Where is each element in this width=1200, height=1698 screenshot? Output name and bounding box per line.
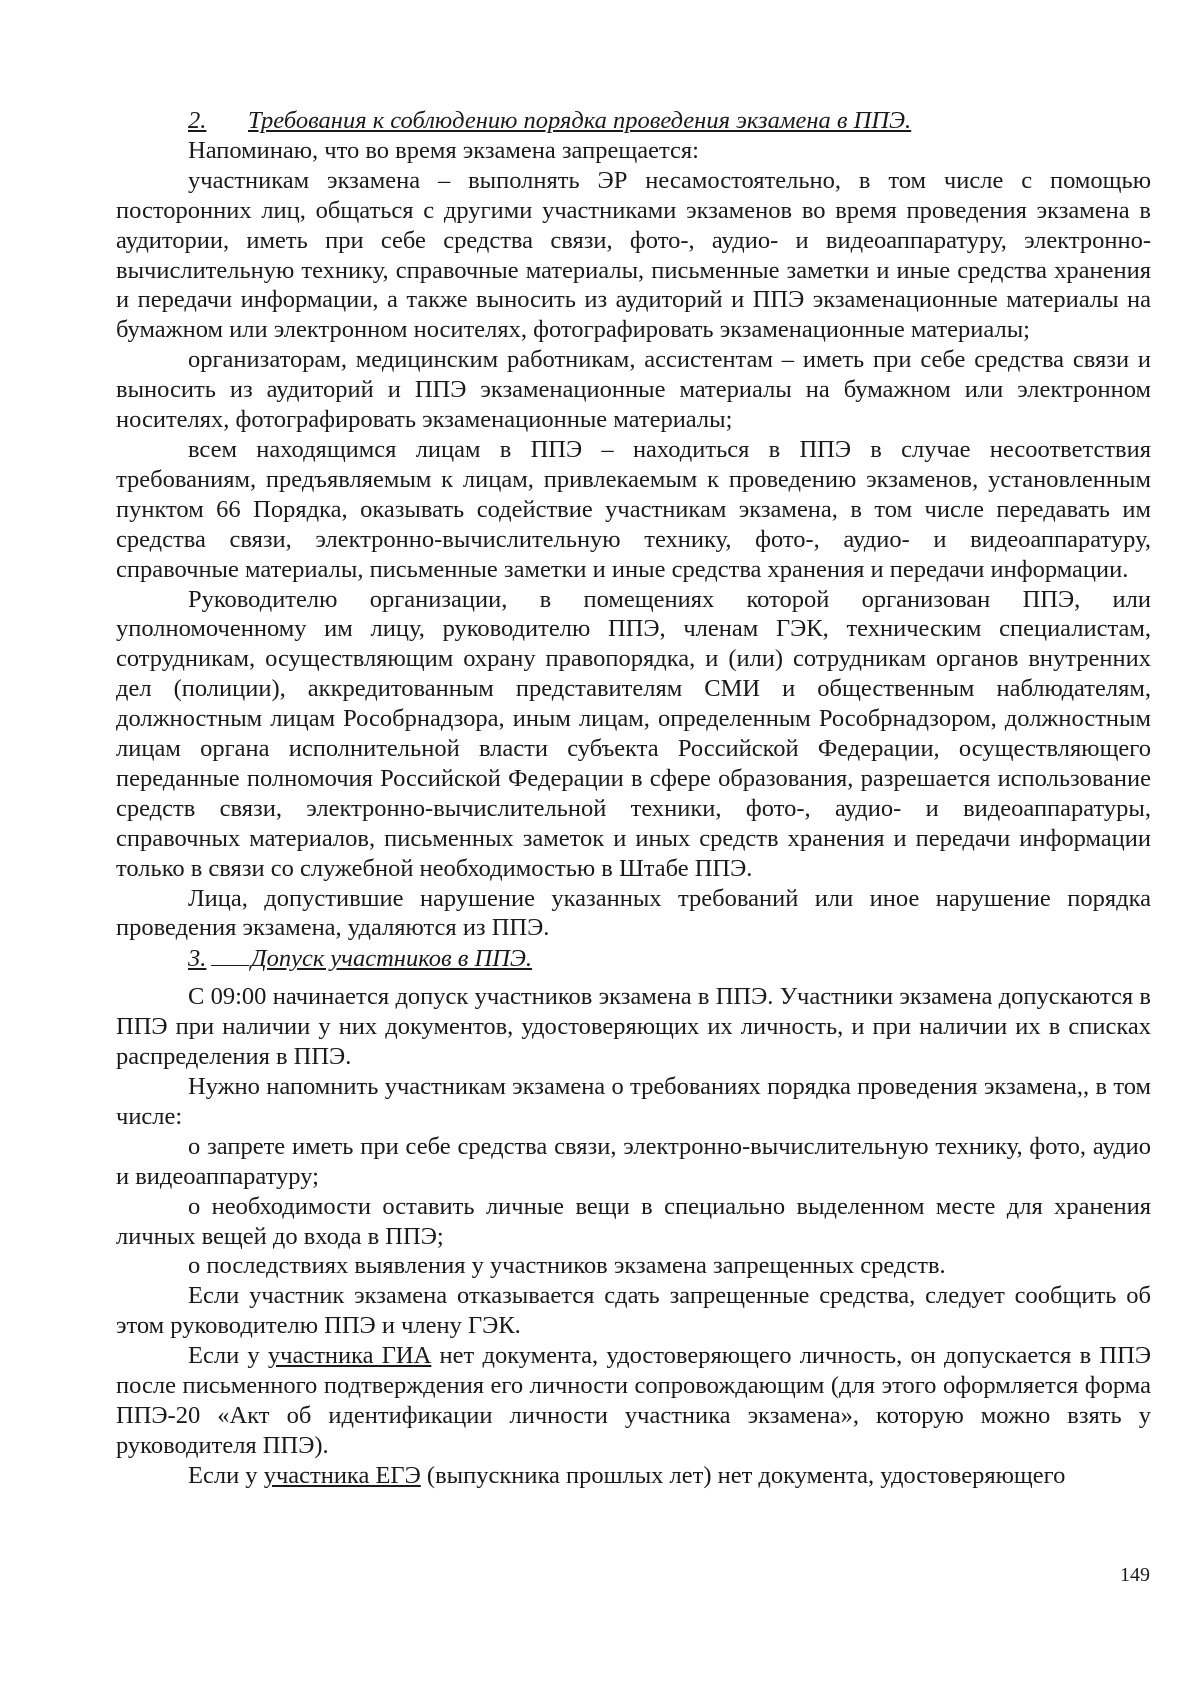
paragraph: Нужно напомнить участникам экзамена о требованиях порядка проведения экзамена,, в том числе: <box>116 1073 1151 1130</box>
paragraph-ege <box>116 1461 1151 1491</box>
text: Если у <box>188 1461 264 1489</box>
section-2-heading <box>116 106 1151 136</box>
section-3-heading <box>116 943 1151 974</box>
paragraph: всем находящимся лицам в ППЭ – находиться в ППЭ в случае несоответствия требованиям, предъявляемым к лицам, привлекаемым к проведению экзаменов, установленным пунктом 66 Порядка, оказывать содействие участникам экзамена, в том числе передавать им средства связи, электронно-вычислительную технику, фото-, аудио- и видеоаппаратуру, справочные материалы, письменные заметки и иные средства хранения и передачи информации. <box>116 435 1151 583</box>
spacer <box>116 974 1151 982</box>
paragraph: о запрете иметь при себе средства связи, электронно-вычислительную технику, фото, аудио и видеоаппаратуру; <box>116 1132 1151 1190</box>
section-3-number: 3. <box>188 945 207 973</box>
paragraph: о необходимости оставить личные вещи в специально выделенном месте для хранения личных вещей до входа в ППЭ; <box>116 1192 1151 1250</box>
paragraph: участникам экзамена – выполнять ЭР несамостоятельно, в том числе с помощью посторонних лиц, общаться с другими участниками экзаменов во время проведения экзамена в аудитории, иметь при себе средства связи, фото-, аудио- и видеоаппаратуру, электронно-вычислительную технику, справочные материалы, письменные заметки и иные средства хранения и передачи информации, а также выносить из аудиторий и ППЭ экзаменационные материалы на бумажном или электронном носителях, фотографировать экзаменационные материалы; <box>116 166 1151 344</box>
paragraph: Лица, допустившие нарушение указанных требований или иное нарушение порядка проведения экзамена, удаляются из ППЭ. <box>116 884 1151 942</box>
heading-underline-gap <box>211 943 249 966</box>
term-gia-participant: участника ГИА <box>267 1342 432 1370</box>
paragraph: Если участник экзамена отказывается сдать запрещенные средства, следует сообщить об этом руководителю ППЭ и члену ГЭК. <box>116 1282 1151 1340</box>
paragraph: о последствиях выявления у участников экзамена запрещенных средств. <box>188 1252 946 1280</box>
page-content <box>116 106 1151 1491</box>
paragraph-gia <box>116 1341 1151 1461</box>
section-2-title: Требования к соблюдению порядка проведения экзамена в ППЭ. <box>248 107 912 134</box>
page-number: 149 <box>1120 1564 1150 1586</box>
paragraph: Руководителю организации, в помещениях которой организован ППЭ, или уполномоченному им лицу, руководителю ППЭ, членам ГЭК, техническим специалистам, сотрудникам, осуществляющим охрану правопорядка, и (или) сотрудникам органов внутренних дел (полиции), аккредитованным представителям СМИ и общественным наблюдателям, должностным лицам Рособрнадзора, иным лицам, определенным Рособрнадзором, должностным лицам органа исполнительной власти субъекта Российской Федерации, осуществляющего переданные полномочия Российской Федерации в сфере образования, разрешается использование средств связи, электронно-вычислительной техники, фото-, аудио- и видеоаппаратуры, справочных материалов, письменных заметок и иных средств хранения и передачи информации только в связи со служебной необходимостью в Штабе ППЭ. <box>116 585 1151 882</box>
paragraph: организаторам, медицинским работникам, ассистентам – иметь при себе средства связи и выносить из аудиторий и ППЭ экзаменационные материалы на бумажном или электронном носителях, фотографировать экзаменационные материалы; <box>116 346 1151 434</box>
paragraph: Напоминаю, что во время экзамена запрещается: <box>188 136 699 164</box>
text: (выпускника прошлых лет) нет документа, удостоверяющего <box>420 1461 1066 1489</box>
term-ege-participant: участника ЕГЭ <box>263 1461 421 1489</box>
section-3-title: Допуск участников в ППЭ. <box>251 945 533 973</box>
section-2-number: 2. <box>188 107 207 134</box>
text: нет документа, удостоверяющего личность, он допускается в ППЭ после письменного подтверждения его личности сопровождающим (для этого оформляется форма ППЭ-20 «Акт об идентификации личности участника экзамена», которую можно взять у руководителя ППЭ). <box>116 1342 1151 1459</box>
paragraph: С 09:00 начинается допуск участников экзамена в ППЭ. Участники экзамена допускаются в ППЭ при наличии у них документов, удостоверяющих их личность, и при наличии их в списках распределения в ППЭ. <box>116 983 1151 1071</box>
text: Если у <box>188 1342 268 1370</box>
